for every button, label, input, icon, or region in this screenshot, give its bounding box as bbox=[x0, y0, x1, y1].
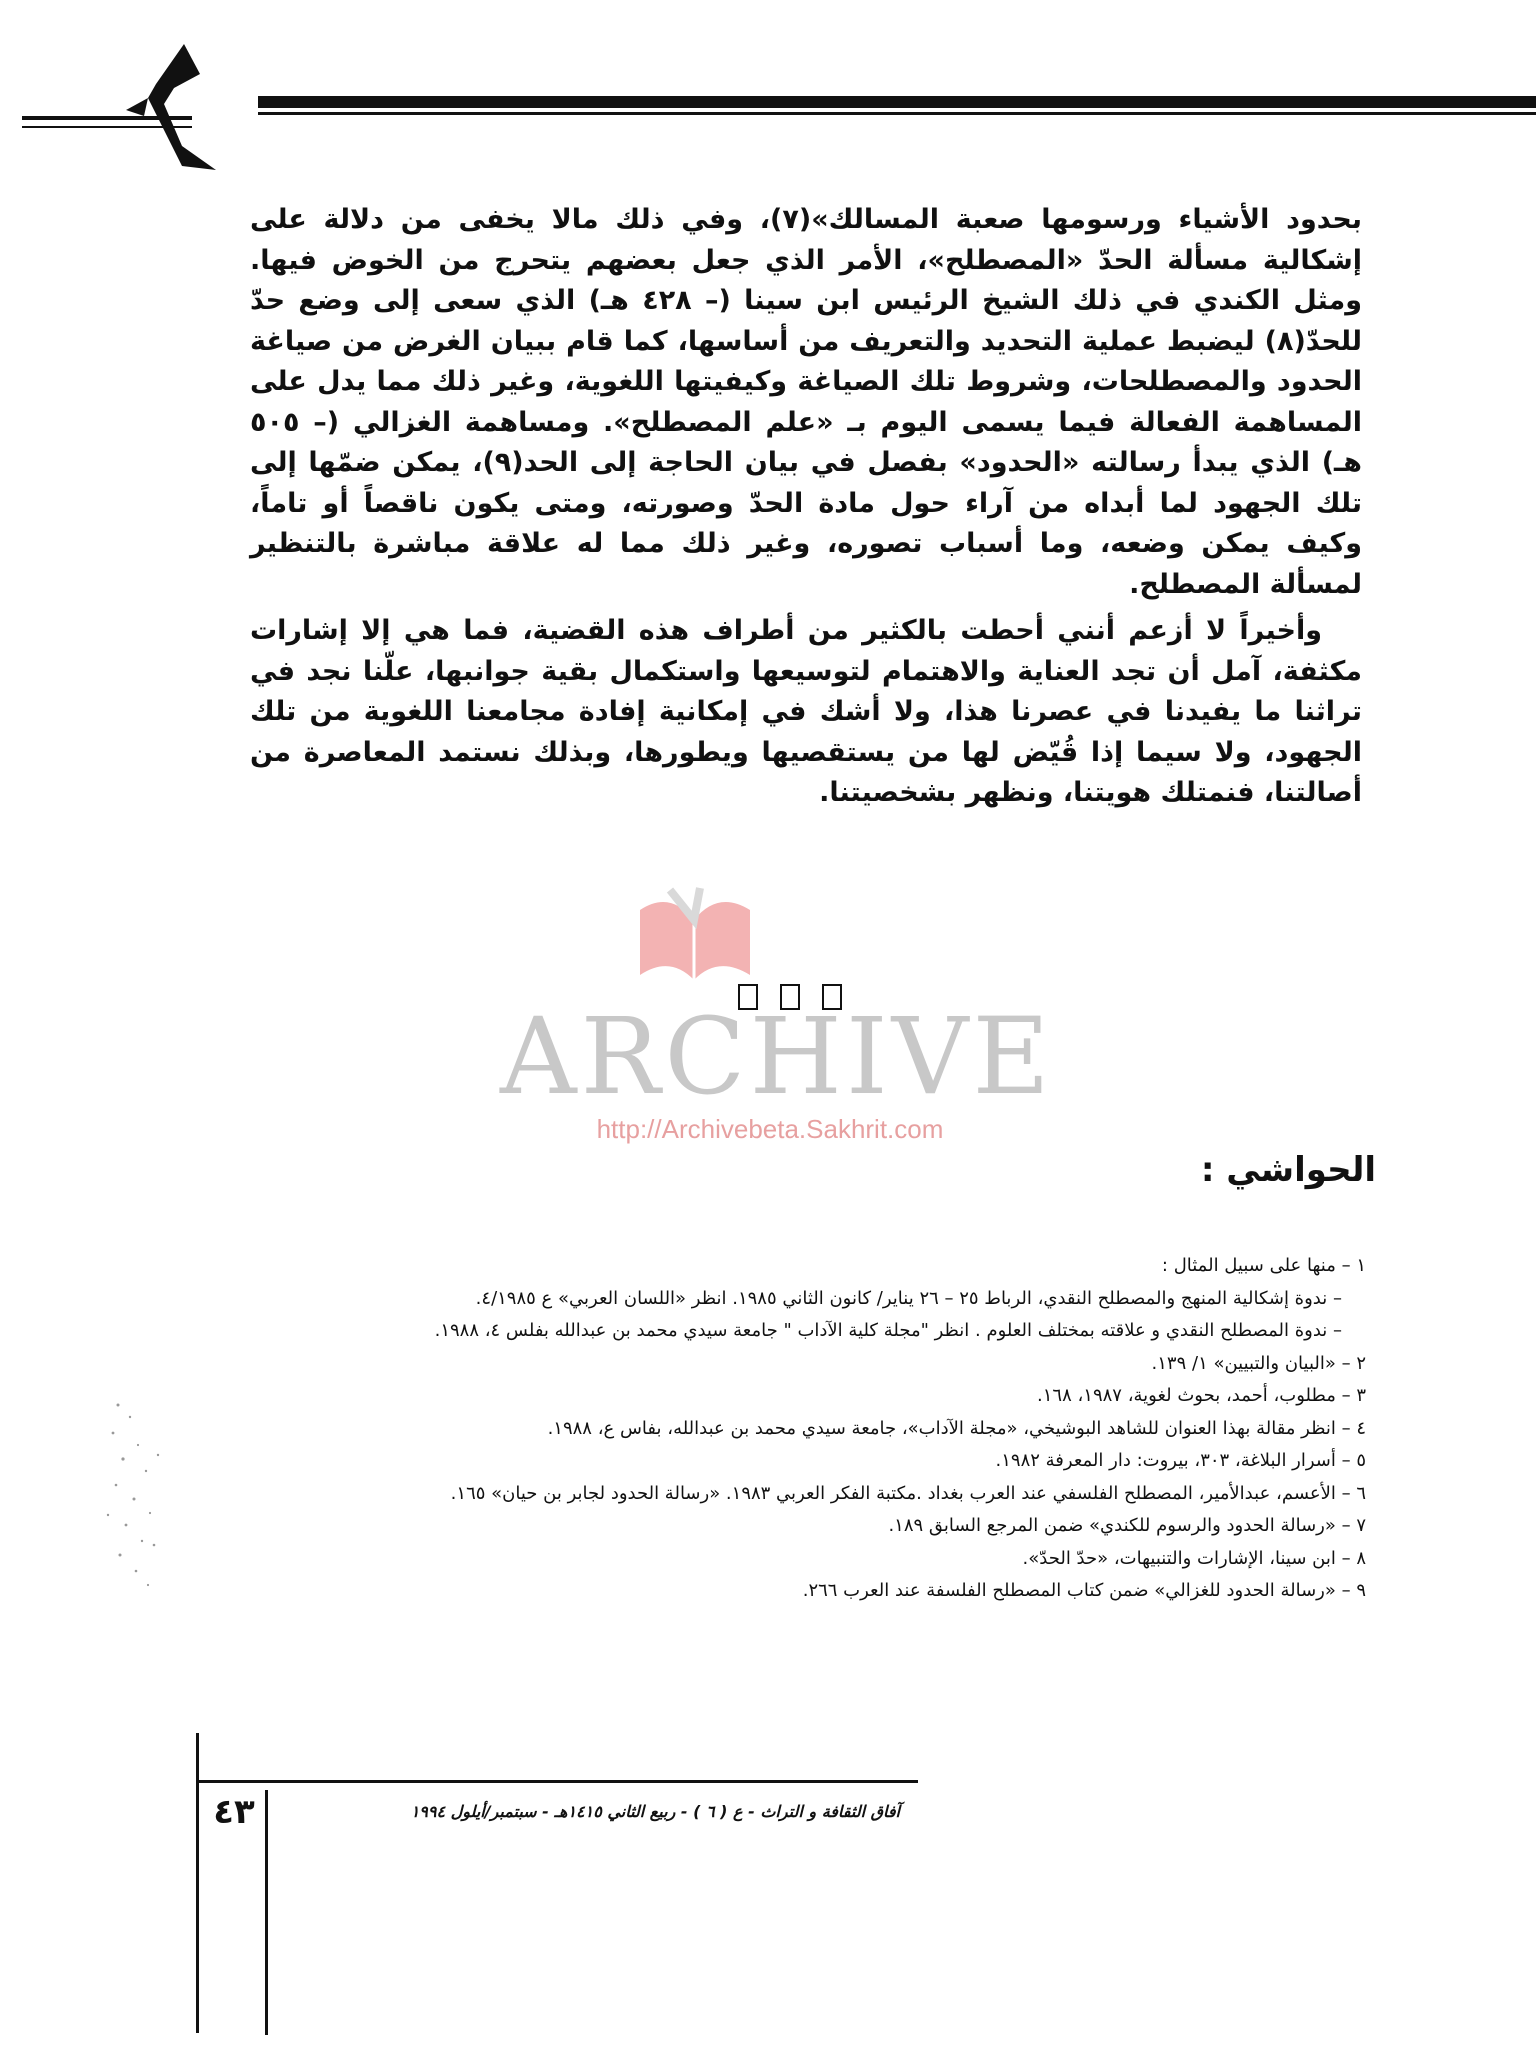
note-item: ٢ – «البيان والتبيين» ١/ ١٣٩. bbox=[1151, 1352, 1366, 1374]
journal-footer: آفاق الثقافة و التراث - ع ( ٦ ) - ربيع الثاني ١٤١٥هـ - سبتمبر/أيلول ١٩٩٤ bbox=[410, 1802, 900, 1821]
watermark-text: ARCHIVE bbox=[500, 995, 1054, 1118]
footer-rule-vertical bbox=[265, 1790, 268, 2035]
note-item: ٧ – «رسالة الحدود والرسوم للكندي» ضمن المرجع السابق ١٨٩. bbox=[888, 1515, 1366, 1536]
section-separator bbox=[738, 984, 842, 1010]
notes-title: الحواشي : bbox=[1200, 1150, 1376, 1190]
scan-specks bbox=[88, 1395, 188, 1595]
note-item: ٩ – «رسالة الحدود للغزالي» ضمن كتاب المصطلح الفلسفة عند العرب ٢٦٦. bbox=[802, 1580, 1366, 1601]
separator-square-icon bbox=[822, 984, 842, 1010]
footer-rule-horizontal bbox=[196, 1780, 918, 1783]
note-item: ٨ – ابن سينا، الإشارات والتنبيهات، «حدّ الحدّ». bbox=[1022, 1547, 1366, 1569]
header-rule-thin bbox=[258, 112, 1536, 115]
watermark-book-icon bbox=[630, 880, 760, 990]
body-paragraph: بحدود الأشياء ورسومها صعبة المسالك»(٧)، وفي ذلك مالا يخفى من دلالة على إشكالية مسألة الحدّ «المصطلح»، الأمر الذي جعل بعضهم يتحرج من الخوض فيها. ومثل الكندي في ذلك الشيخ الرئيس ابن سينا (– ٤٢٨ هـ) الذي سعى إلى وضع حدّ للحدّ(٨) ليضبط عملية التحديد والتعريف من أساسها، كما قام ببيان الغرض من صياغة الحدود والمصطلحات، وشروط تلك الصياغة وكيفيتها اللغوية، وغير ذلك مما يدل على المساهمة الفعالة فيما يسمى اليوم بـ «علم المصطلح». ومساهمة الغزالي (– ٥٠٥ هـ) الذي يبدأ رسالته «الحدود» بفصل في بيان الحاجة إلى الحد(٩)، يمكن ضمّها إلى تلك الجهود لما أبداه من آراء حول مادة الحدّ وصورته، ومتى يكون ناقصاً أو تاماً، وكيف يمكن وضعه، وما أسباب تصوره، وغير ذلك مما له علاقة مباشرة بالتنظير لمسألة المصطلح. bbox=[250, 204, 1362, 600]
note-item: – ندوة إشكالية المنهج والمصطلح النقدي، الرباط ٢٥ – ٢٦ يناير/ كانون الثاني ١٩٨٥. انظر «اللسان العربي» ع ٤/١٩٨٥. bbox=[475, 1287, 1342, 1309]
note-item: ٤ – انظر مقالة بهذا العنوان للشاهد البوشيخي، «مجلة الآداب»، جامعة سيدي محمد بن عبدالله، بفاس ع، ١٩٨٨. bbox=[547, 1417, 1366, 1439]
note-item: ١ – منها على سبيل المثال : bbox=[1161, 1255, 1366, 1276]
note-item: ٥ – أسرار البلاغة، ٣٠٣، بيروت: دار المعرفة ١٩٨٢. bbox=[995, 1450, 1366, 1471]
watermark-url: http://Archivebeta.Sakhrit.com bbox=[596, 1114, 944, 1144]
note-item: ٦ – الأعسم، عبدالأمير، المصطلح الفلسفي عند العرب بغداد .مكتبة الفكر العربي ١٩٨٣. «رسالة الحدود لجابر بن حيان» ١٦٥. bbox=[450, 1482, 1366, 1504]
page-number: ٤٣ bbox=[213, 1792, 255, 1832]
separator-square-icon bbox=[780, 984, 800, 1010]
footer-rule-vertical bbox=[196, 1733, 199, 2033]
article-body bbox=[250, 200, 1362, 820]
header-ornament-icon bbox=[108, 40, 228, 180]
notes-list bbox=[290, 1250, 1366, 1608]
body-paragraph: وأخيراً لا أزعم أنني أحطت بالكثير من أطراف هذه القضية، فما هي إلا إشارات مكثفة، آمل أن تجد العناية والاهتمام لتوسيعها واستكمال بقية جوانبها، علّنا نجد في تراثنا ما يفيدنا في عصرنا هذا، ولا أشك في إمكانية إفادة مجامعنا اللغوية من تلك الجهود، ولا سيما إذا قُيّض لها من يستقصيها ويطورها، وبذلك نستمد المعاصرة من أصالتنا، فنمتلك هويتنا، ونظهر بشخصيتنا. bbox=[250, 615, 1362, 808]
note-item: – ندوة المصطلح النقدي و علاقته بمختلف العلوم . انظر "مجلة كلية الآداب " جامعة سيدي محمد بن عبدالله بفلس ٤، ١٩٨٨. bbox=[434, 1320, 1342, 1341]
header-rule-thick bbox=[258, 96, 1536, 108]
note-item: ٣ – مطلوب، أحمد، بحوث لغوية، ١٩٨٧، ١٦٨. bbox=[1037, 1385, 1366, 1406]
separator-square-icon bbox=[738, 984, 758, 1010]
